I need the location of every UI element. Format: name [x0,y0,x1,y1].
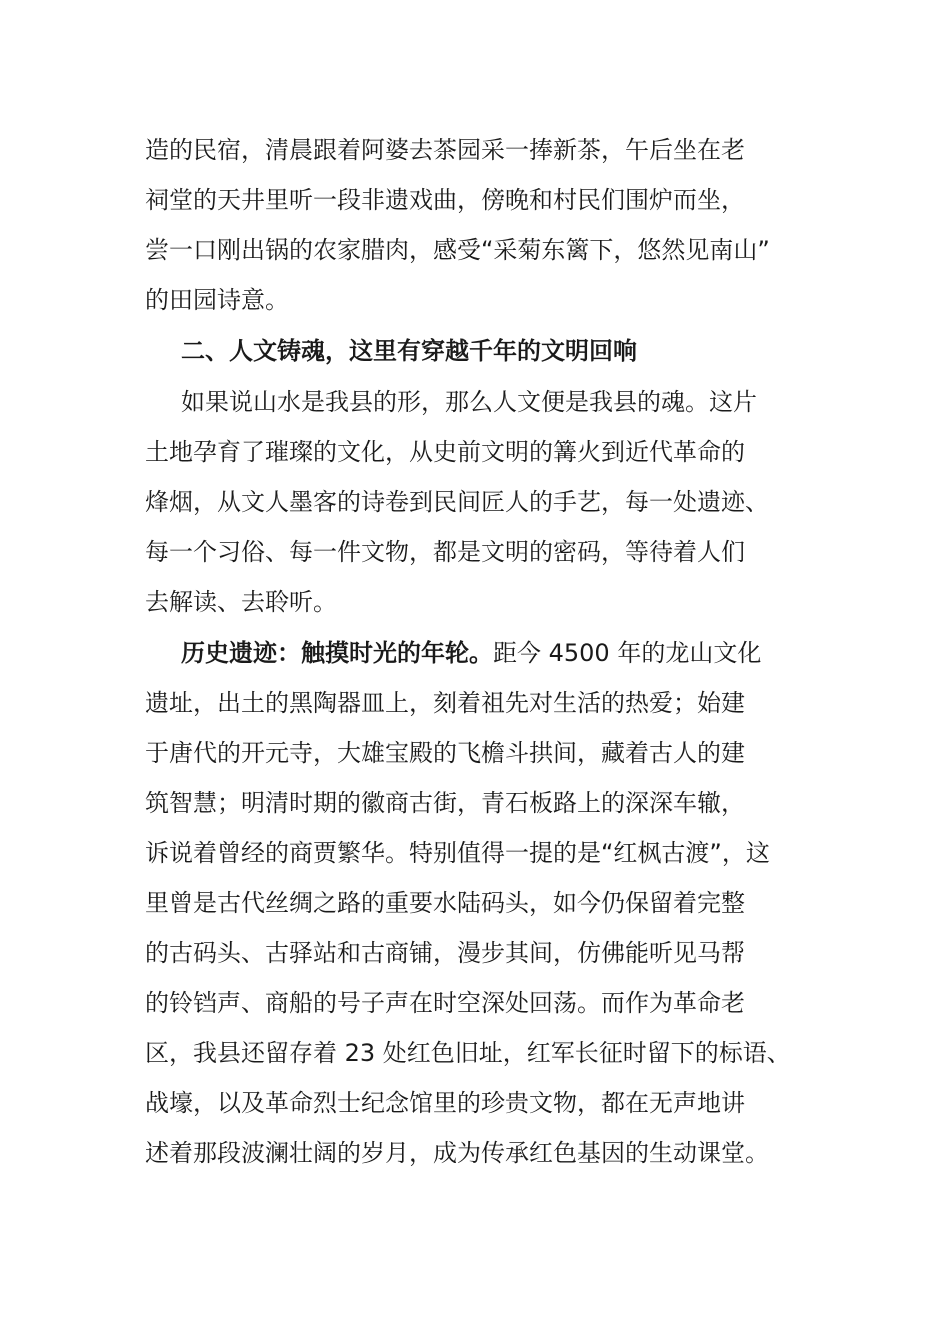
paragraph-3-line-8: 的铃铛声、商船的号子声在时空深处回荡。而作为革命老 [145,989,745,1017]
paragraph-1-line-4: 的田园诗意。 [145,286,289,314]
paragraph-2-line-3: 烽烟，从文人墨客的诗卷到民间匠人的手艺，每一处遗迹、 [145,488,769,516]
paragraph-3-line-1 [181,638,761,668]
paragraph-3-line-10: 战壕，以及革命烈士纪念馆里的珍贵文物，都在无声地讲 [145,1089,745,1117]
section-heading: 二、人文铸魂，这里有穿越千年的文明回响 [181,337,637,365]
paragraph-3-lead: 历史遗迹：触摸时光的年轮。 [181,639,493,667]
paragraph-1-line-1: 造的民宿，清晨跟着阿婆去茶园采一捧新茶，午后坐在老 [145,136,745,164]
paragraph-3-line-2: 遗址，出土的黑陶器皿上，刻着祖先对生活的热爱；始建 [145,689,745,717]
paragraph-3-line-11: 述着那段波澜壮阔的岁月，成为传承红色基因的生动课堂。 [145,1139,769,1167]
paragraph-1-line-3: 尝一口刚出锅的农家腊肉，感受“采菊东篱下，悠然见南山” [145,236,770,264]
paragraph-3-first-line-rest: 距今 4500 年的龙山文化 [493,639,762,667]
paragraph-3-line-7: 的古码头、古驿站和古商铺，漫步其间，仿佛能听见马帮 [145,939,745,967]
paragraph-2-line-2: 土地孕育了璀璨的文化，从史前文明的篝火到近代革命的 [145,438,745,466]
paragraph-3-line-9: 区，我县还留存着 23 处红色旧址，红军长征时留下的标语、 [145,1039,791,1067]
paragraph-3-line-4: 筑智慧；明清时期的徽商古街，青石板路上的深深车辙， [145,789,745,817]
paragraph-2-line-4: 每一个习俗、每一件文物，都是文明的密码，等待着人们 [145,538,745,566]
paragraph-2-line-1: 如果说山水是我县的形，那么人文便是我县的魂。这片 [181,388,757,416]
paragraph-3-line-5: 诉说着曾经的商贾繁华。特别值得一提的是“红枫古渡”，这 [145,839,770,867]
paragraph-2-line-5: 去解读、去聆听。 [145,588,337,616]
paragraph-3-line-6: 里曾是古代丝绸之路的重要水陆码头，如今仍保留着完整 [145,889,745,917]
paragraph-3-line-3: 于唐代的开元寺，大雄宝殿的飞檐斗拱间，藏着古人的建 [145,739,745,767]
paragraph-1-line-2: 祠堂的天井里听一段非遗戏曲，傍晚和村民们围炉而坐， [145,186,745,214]
